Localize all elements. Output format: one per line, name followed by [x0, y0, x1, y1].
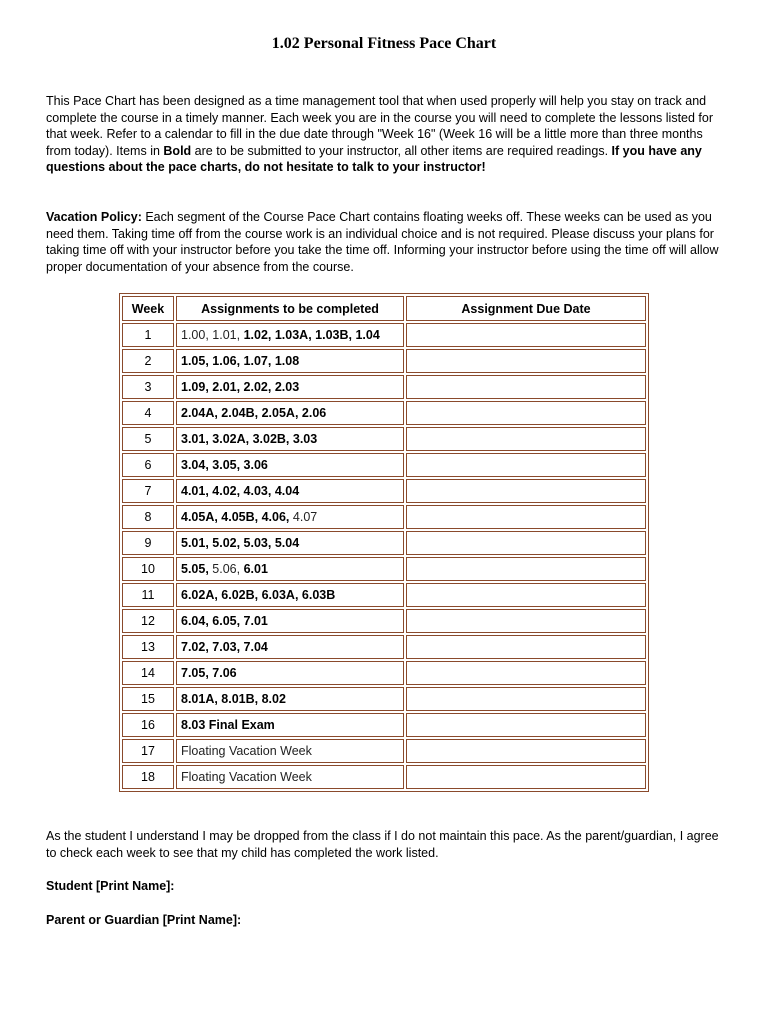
due-date-cell[interactable]: [406, 505, 646, 529]
week-number-cell: 2: [122, 349, 174, 373]
assignment-submit-text: 6.02A, 6.02B, 6.03A, 6.03B: [181, 588, 336, 602]
table-row: [122, 713, 646, 737]
assignment-submit-text: 4.01, 4.02, 4.03, 4.04: [181, 484, 300, 498]
document-title: 1.02 Personal Fitness Pace Chart: [271, 35, 497, 52]
assignment-submit-text: 6.01: [243, 562, 268, 576]
parent-name-label: Parent or Guardian [Print Name]:: [46, 913, 242, 927]
assignments-cell: [176, 739, 404, 763]
due-date-cell[interactable]: [406, 401, 646, 425]
assignment-submit-text: 7.02, 7.03, 7.04: [181, 640, 268, 654]
intro-text: This Pace Chart has been designed as a time management tool that when used properly will help you stay on track and complete the course in a timely manner. Each week you are in the course you will need to complete the lessons listed for that week. Refer to a calendar to fill in the due date through "Week 16" (Week 16 will be a little more than three months from today). Items in: [46, 94, 714, 158]
assignment-submit-text: 1.05, 1.06, 1.07, 1.08: [181, 354, 300, 368]
acknowledgement-text: As the student I understand I may be dropped from the class if I do not maintain this pace. As the parent/guardian, I agree to check each week to see that my child has completed the work listed.: [46, 829, 719, 860]
assignments-cell: [176, 427, 404, 451]
table-row: [122, 765, 646, 789]
assignment-submit-text: 1.09, 2.01, 2.02, 2.03: [181, 380, 300, 394]
table-row: [122, 739, 646, 763]
due-date-cell[interactable]: [406, 661, 646, 685]
assignment-submit-text: 3.04, 3.05, 3.06: [181, 458, 268, 472]
vacation-policy-text: Each segment of the Course Pace Chart contains floating weeks off. These weeks can be used as you need them. Taking time off from the course work is an individual choice and is not required. Please discuss your plans for taking time off with your instructor before you take the time off. Informing your instructor before using the time off will allow proper documentation of your absence from the course.: [46, 210, 719, 274]
assignments-cell: [176, 583, 404, 607]
vacation-policy-label: Vacation Policy:: [46, 210, 142, 224]
assignment-submit-text: 1.02, 1.03A, 1.03B, 1.04: [243, 328, 380, 342]
table-row: [122, 349, 646, 373]
week-number-cell: 5: [122, 427, 174, 451]
due-date-cell[interactable]: [406, 713, 646, 737]
due-date-cell[interactable]: [406, 427, 646, 451]
assignment-reading-text: 1.00, 1.01,: [181, 328, 244, 342]
assignments-cell: [176, 713, 404, 737]
table-row: [122, 401, 646, 425]
due-date-cell[interactable]: [406, 531, 646, 555]
table-row: [122, 453, 646, 477]
assignments-cell: [176, 323, 404, 347]
week-number-cell: 9: [122, 531, 174, 555]
table-row: [122, 661, 646, 685]
table-row: [122, 557, 646, 581]
week-number-cell: 17: [122, 739, 174, 763]
assignments-cell: [176, 479, 404, 503]
student-name-label: Student [Print Name]:: [46, 879, 175, 893]
due-date-cell[interactable]: [406, 609, 646, 633]
assignment-reading-text: Floating Vacation Week: [181, 770, 312, 784]
table-row: [122, 427, 646, 451]
week-number-cell: 18: [122, 765, 174, 789]
vacation-policy-paragraph: [46, 209, 726, 275]
table-header-row: [122, 296, 646, 321]
assignment-submit-text: 6.04, 6.05, 7.01: [181, 614, 268, 628]
week-number-cell: 15: [122, 687, 174, 711]
due-date-cell[interactable]: [406, 583, 646, 607]
due-date-cell[interactable]: [406, 557, 646, 581]
header-due-date: Assignment Due Date: [406, 296, 646, 321]
week-number-cell: 11: [122, 583, 174, 607]
table-row: [122, 505, 646, 529]
assignment-submit-text: 2.04A, 2.04B, 2.05A, 2.06: [181, 406, 327, 420]
intro-closing-note: If you have any questions about the pace charts, do not hesitate to talk to your instructor!: [46, 143, 702, 174]
assignment-submit-text: 5.05,: [181, 562, 213, 576]
assignment-submit-text: 8.01A, 8.01B, 8.02: [181, 692, 286, 706]
assignments-cell: [176, 557, 404, 581]
assignments-cell: [176, 401, 404, 425]
assignment-submit-text: 5.01, 5.02, 5.03, 5.04: [181, 536, 300, 550]
week-number-cell: 1: [122, 323, 174, 347]
table-row: [122, 635, 646, 659]
due-date-cell[interactable]: [406, 687, 646, 711]
assignment-reading-text: 4.07: [292, 510, 318, 524]
week-number-cell: 14: [122, 661, 174, 685]
assignment-submit-text: 7.05, 7.06: [181, 666, 237, 680]
assignment-reading-text: Floating Vacation Week: [181, 744, 312, 758]
assignments-cell: [176, 661, 404, 685]
due-date-cell[interactable]: [406, 739, 646, 763]
due-date-cell[interactable]: [406, 765, 646, 789]
table-row: [122, 531, 646, 555]
header-assignments: Assignments to be completed: [176, 296, 404, 321]
due-date-cell[interactable]: [406, 635, 646, 659]
week-number-cell: 16: [122, 713, 174, 737]
assignments-cell: [176, 609, 404, 633]
due-date-cell[interactable]: [406, 323, 646, 347]
week-number-cell: 4: [122, 401, 174, 425]
assignment-submit-text: 4.05A, 4.05B, 4.06,: [181, 510, 293, 524]
week-number-cell: 3: [122, 375, 174, 399]
due-date-cell[interactable]: [406, 349, 646, 373]
table-row: [122, 323, 646, 347]
header-week: Week: [122, 296, 174, 321]
table-row: [122, 583, 646, 607]
assignments-cell: [176, 349, 404, 373]
week-number-cell: 10: [122, 557, 174, 581]
assignments-cell: [176, 635, 404, 659]
week-number-cell: 13: [122, 635, 174, 659]
assignments-cell: [176, 453, 404, 477]
assignment-reading-text: 5.06,: [212, 562, 244, 576]
table-row: [122, 375, 646, 399]
due-date-cell[interactable]: [406, 375, 646, 399]
week-number-cell: 7: [122, 479, 174, 503]
week-number-cell: 12: [122, 609, 174, 633]
week-number-cell: 8: [122, 505, 174, 529]
due-date-cell[interactable]: [406, 453, 646, 477]
assignments-cell: [176, 505, 404, 529]
intro-text-after: are to be submitted to your instructor, all other items are required readings.: [191, 143, 612, 158]
intro-paragraph: [46, 93, 726, 176]
table-row: [122, 479, 646, 503]
table-row: [122, 609, 646, 633]
intro-bold-word: Bold: [163, 143, 192, 158]
table-row: [122, 687, 646, 711]
due-date-cell[interactable]: [406, 479, 646, 503]
assignment-submit-text: 3.01, 3.02A, 3.02B, 3.03: [181, 432, 318, 446]
assignments-cell: [176, 687, 404, 711]
pace-chart-table: [119, 293, 649, 792]
assignment-submit-text: 8.03 Final Exam: [181, 718, 275, 732]
assignments-cell: [176, 765, 404, 789]
week-number-cell: 6: [122, 453, 174, 477]
assignments-cell: [176, 375, 404, 399]
assignments-cell: [176, 531, 404, 555]
